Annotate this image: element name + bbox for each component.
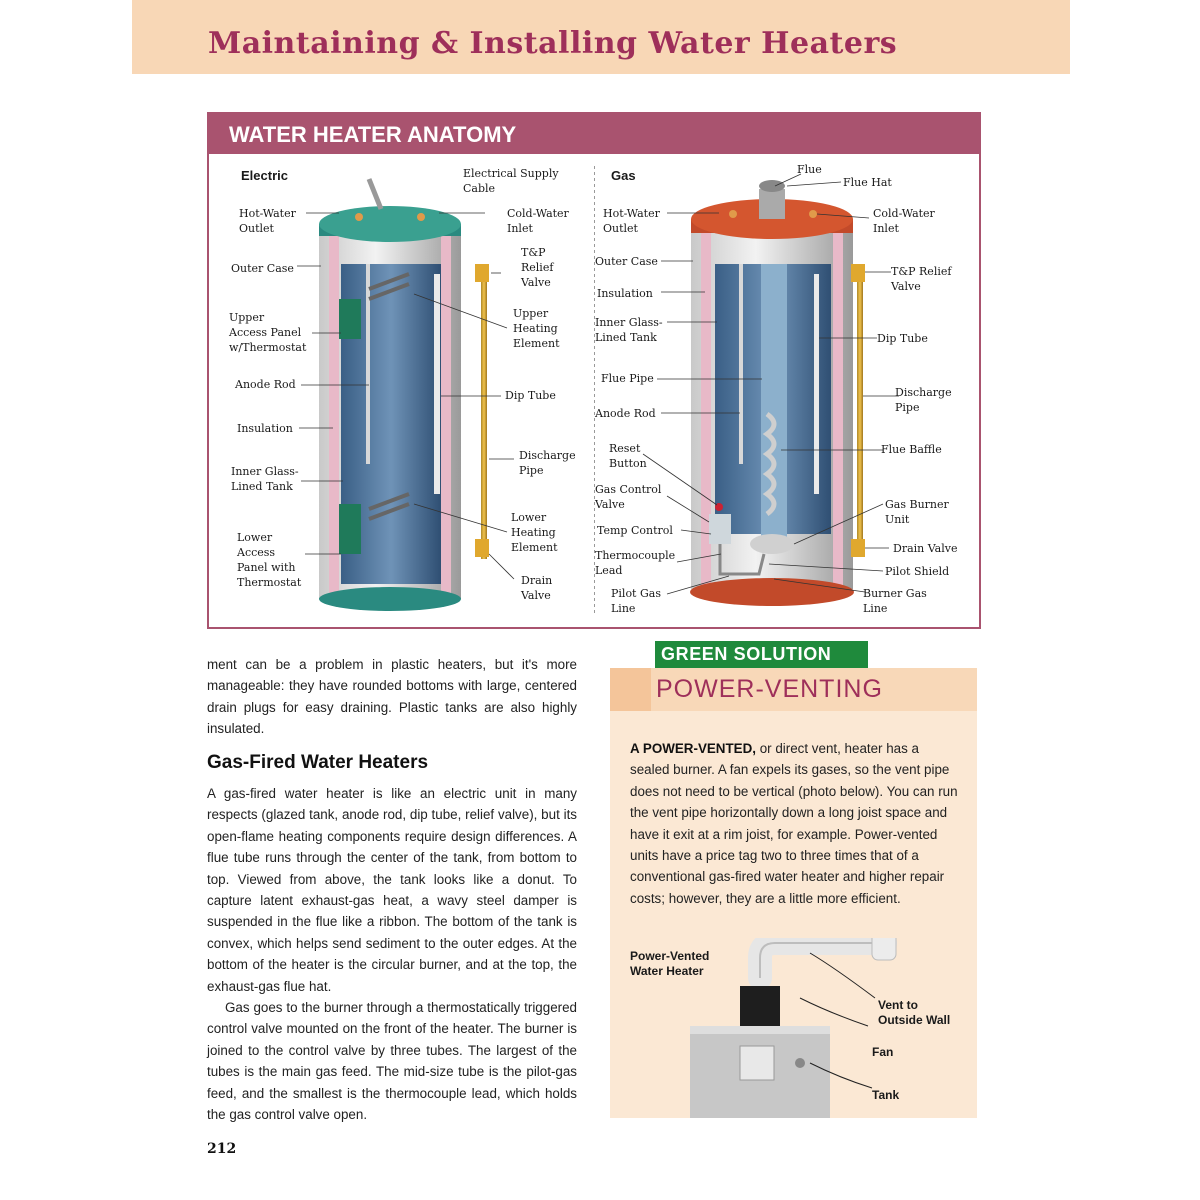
electric-cold-inlet <box>417 213 425 221</box>
sidebar-body: or direct vent, heater has a sealed burner. A fan expels its gases, so the vent pipe does not need to be vertical (photo below). You can run the vent pipe horizontally down a long joist space and have it exit at a rim joist, for example. Power-vented units have a price tag two to three times that of a conventional gas-fired water heater and higher repair costs; however, they are a little more efficient. <box>630 741 958 906</box>
power-venting-sidebar <box>610 668 977 1118</box>
electric-lower-panel <box>339 504 361 554</box>
label-flue-hat: Flue Hat <box>843 176 892 189</box>
label-gas-anode-rod: Anode Rod <box>595 407 656 420</box>
label-hot-water-outlet: Hot-Water Outlet <box>239 207 296 235</box>
heater-illustrations <box>209 114 979 627</box>
gas-burner-unit <box>750 534 794 554</box>
gas-drain-valve <box>851 539 865 557</box>
electric-heading: Electric <box>241 168 288 183</box>
photo-label-vent: Vent to Outside Wall <box>878 998 951 1027</box>
electric-drain-valve <box>475 539 489 557</box>
label-gas-dip-tube: Dip Tube <box>877 332 928 345</box>
paragraph-gas-fired-2: Gas goes to the burner through a thermostatically triggered control valve mounted on the front of the heater. The burner is joined to the control valve by three tubes. The largest of the tubes is the main gas feed. The mid-size tube is the pilot-gas feed, and the smallest is the thermocouple lead, which holds the gas control valve open. <box>207 1000 577 1123</box>
label-gas-control-valve: Gas Control Valve <box>595 483 662 511</box>
label-lower-access-panel: Lower Access Panel with Thermostat <box>237 531 302 589</box>
label-cold-water-inlet: Cold-Water Inlet <box>507 207 569 235</box>
green-solution-label: GREEN SOLUTION <box>661 644 832 664</box>
label-burner-gas-line: Burner Gas Line <box>863 587 927 615</box>
gas-heading: Gas <box>611 168 636 183</box>
label-gas-drain-valve: Drain Valve <box>893 542 958 555</box>
label-inner-glass-lined-tank: Inner Glass- Lined Tank <box>231 465 299 493</box>
label-gas-inner-glass-lined-tank: Inner Glass- Lined Tank <box>595 316 663 344</box>
label-electrical-supply-cable: Electrical Supply Cable <box>463 167 559 195</box>
sidebar-paragraph <box>630 738 960 909</box>
gas-dip-tube <box>814 274 819 494</box>
label-gas-outer-case: Outer Case <box>595 255 658 268</box>
sidebar-title: POWER-VENTING <box>656 675 883 703</box>
electric-dip-tube <box>434 274 440 494</box>
label-gas-tp-relief-valve: T&P Relief Valve <box>891 265 952 293</box>
gas-discharge-pipe <box>857 269 863 554</box>
electric-insulation-right <box>441 229 451 599</box>
green-solution-tag <box>655 641 868 668</box>
electric-heater <box>319 179 489 611</box>
gas-hot-outlet <box>729 210 737 218</box>
label-anode-rod: Anode Rod <box>235 378 296 391</box>
label-upper-access-panel: Upper Access Panel w/Thermostat <box>229 311 307 354</box>
intro-paragraph: ment can be a problem in plastic heaters, but it's more manageable: they have rounded bottoms with large, centered drain plugs for easy draining. Plastic tanks are also highly insulated. <box>207 657 577 737</box>
photo-label-tank: Tank <box>872 1088 900 1102</box>
label-thermocouple-lead: Thermocouple Lead <box>595 549 676 577</box>
label-drain-valve: Drain Valve <box>521 574 553 602</box>
gas-heater <box>690 180 865 606</box>
paragraph-gas-fired-1: A gas-fired water heater is like an electric unit in many respects (glazed tank, anode rod, dip tube, relief valve), but its open-flame heating components require design differences. A flue tube runs through the center of the tank, from bottom to top. Viewed from above, the tank looks like a donut. To capture latent exhaust-gas heat, a wavy steel damper is suspended in the flue like a ribbon. The bottom of the tank is convex, which helps send sediment to the outer edges. At the bottom of the heater is the circular burner, and at the top, the exhaust-gas flue hat. <box>207 786 577 994</box>
label-pilot-shield: Pilot Shield <box>885 565 950 578</box>
label-flue: Flue <box>797 163 822 176</box>
electric-top <box>319 206 461 242</box>
electric-upper-panel <box>339 299 361 339</box>
gas-anode-rod <box>739 264 743 464</box>
gas-base <box>690 578 854 606</box>
photo-title: Power-Vented Water Heater <box>630 949 710 978</box>
label-gas-cold-water-inlet: Cold-Water Inlet <box>873 207 935 235</box>
label-discharge-pipe: Discharge Pipe <box>519 449 576 477</box>
electric-tp-valve <box>475 264 489 282</box>
electric-base <box>319 587 461 611</box>
label-lower-heating-element: Lower Heating Element <box>511 511 558 554</box>
electric-hot-outlet <box>355 213 363 221</box>
gas-tp-valve <box>851 264 865 282</box>
label-upper-heating-element: Upper Heating Element <box>513 307 560 350</box>
label-gas-hot-water-outlet: Hot-Water Outlet <box>603 207 660 235</box>
label-outer-case: Outer Case <box>231 262 294 275</box>
photo-label-fan: Fan <box>872 1045 894 1059</box>
page-number: 212 <box>207 1141 237 1157</box>
gas-cold-inlet <box>809 210 817 218</box>
label-gas-insulation: Insulation <box>597 287 653 300</box>
label-flue-baffle: Flue Baffle <box>881 443 942 456</box>
photo-fan <box>740 986 780 1026</box>
page-title: Maintaining & Installing Water Heaters <box>208 26 898 61</box>
gas-flue <box>759 189 785 219</box>
electric-supply-cable <box>369 179 381 209</box>
gas-flue-hat <box>759 180 785 192</box>
anatomy-figure <box>207 112 981 629</box>
label-insulation: Insulation <box>237 422 293 435</box>
electric-anode-rod <box>366 264 370 464</box>
label-gas-discharge-pipe: Discharge Pipe <box>895 386 952 414</box>
gas-control-valve <box>709 514 731 544</box>
label-pilot-gas-line: Pilot Gas Line <box>611 587 661 615</box>
label-gas-burner-unit: Gas Burner Unit <box>885 498 949 526</box>
label-tp-relief-valve: T&P Relief Valve <box>521 246 554 289</box>
section-heading: Gas-Fired Water Heaters <box>207 752 429 773</box>
label-flue-pipe: Flue Pipe <box>601 372 654 385</box>
electric-discharge-pipe <box>481 269 487 559</box>
anatomy-title: WATER HEATER ANATOMY <box>229 122 517 147</box>
label-temp-control: Temp Control <box>597 524 673 537</box>
sidebar-lead: A POWER-VENTED, <box>630 741 756 756</box>
label-reset-button: Reset Button <box>609 442 647 470</box>
label-dip-tube: Dip Tube <box>505 389 556 402</box>
electric-insulation <box>329 229 339 599</box>
